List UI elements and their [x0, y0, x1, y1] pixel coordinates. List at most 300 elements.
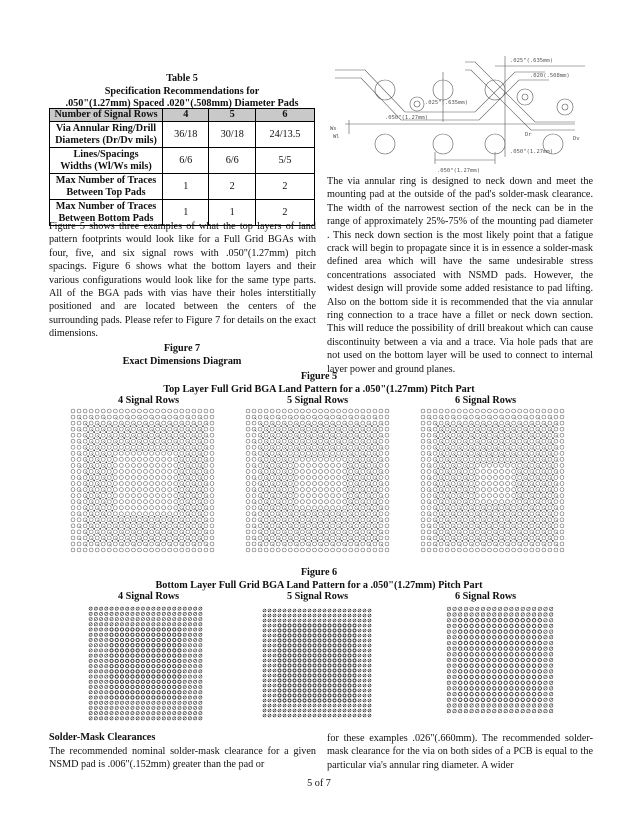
land-pad [319, 488, 323, 492]
bottom-pad [141, 691, 144, 694]
land-pad [107, 463, 111, 467]
dogbone-trace [121, 544, 124, 547]
dogbone-trace [435, 544, 438, 547]
via-dot [540, 510, 542, 512]
via-dot [274, 504, 276, 506]
bottom-pad [115, 680, 118, 683]
land-pad [518, 427, 522, 431]
bottom-pad [283, 684, 286, 687]
land-pad [439, 457, 443, 461]
dogbone-trace [103, 465, 106, 468]
land-pad [258, 524, 262, 528]
land-pad [83, 500, 87, 504]
land-pad [168, 457, 172, 461]
land-pad [95, 475, 99, 479]
figure5-caption [40, 371, 598, 396]
dogbone-trace [109, 532, 112, 535]
via-dot [347, 516, 349, 518]
land-pad [349, 469, 353, 473]
via-dot [510, 461, 512, 463]
land-pad [385, 548, 389, 552]
dogbone-trace [260, 423, 263, 426]
bottom-pad [308, 649, 311, 652]
row-label: Max Number of Traces Between Bottom Pads [50, 200, 163, 226]
dogbone-trace [369, 471, 372, 474]
land-pad [421, 506, 425, 510]
via-dot [443, 468, 445, 470]
via-dot [148, 443, 150, 445]
land-pad [168, 439, 172, 443]
bottom-pad [323, 684, 326, 687]
land-pad [131, 445, 135, 449]
via-dot [93, 437, 95, 439]
dogbone-trace [260, 459, 263, 462]
land-pad [282, 548, 286, 552]
land-pad [343, 482, 347, 486]
bottom-pad [343, 684, 346, 687]
bottom-pad [348, 644, 351, 647]
bottom-pad [157, 665, 160, 668]
land-pad [554, 415, 558, 419]
via-dot [449, 480, 451, 482]
land-pad [150, 469, 154, 473]
bottom-pad [162, 696, 165, 699]
land-pad [83, 451, 87, 455]
via-dot [202, 449, 204, 451]
via-dot [87, 425, 89, 427]
land-pad [150, 445, 154, 449]
spec-table [49, 108, 315, 226]
land-pad [361, 433, 365, 437]
bottom-pad [303, 639, 306, 642]
land-pad [451, 542, 455, 546]
land-pad [506, 488, 510, 492]
via-dot [461, 486, 463, 488]
land-pad [144, 451, 148, 455]
land-pad [162, 530, 166, 534]
bottom-pad [303, 699, 306, 702]
land-pad [361, 506, 365, 510]
bottom-pad [147, 670, 150, 673]
via-dot [552, 443, 554, 445]
via-dot [286, 431, 288, 433]
land-pad [355, 488, 359, 492]
dogbone-trace [345, 544, 348, 547]
dogbone-trace [544, 532, 547, 535]
dogbone-trace [447, 544, 450, 547]
via-dot [377, 510, 379, 512]
bottom-pad [343, 624, 346, 627]
land-pad [487, 445, 491, 449]
land-pad [319, 457, 323, 461]
via-dot [546, 486, 548, 488]
via-dot [202, 540, 204, 542]
via-dot [196, 540, 198, 542]
via-dot [546, 449, 548, 451]
land-pad [554, 451, 558, 455]
land-pad [168, 475, 172, 479]
via-dot [540, 425, 542, 427]
pad-circle [375, 134, 395, 154]
bottom-pad [152, 654, 155, 657]
land-pad [469, 524, 473, 528]
via-dot [365, 480, 367, 482]
bottom-pad [173, 644, 176, 647]
via-dot [443, 474, 445, 476]
dogbone-trace [483, 435, 486, 438]
land-pad [101, 518, 105, 522]
dogbone-trace [266, 490, 269, 493]
via-dot [498, 425, 500, 427]
land-pad [421, 482, 425, 486]
land-pad [125, 409, 129, 413]
land-pad [204, 463, 208, 467]
via-dot [190, 528, 192, 530]
dogbone-trace [459, 471, 462, 474]
land-pad [439, 469, 443, 473]
land-pad [95, 439, 99, 443]
dogbone-trace [532, 532, 535, 535]
dogbone-trace [363, 441, 366, 444]
land-pad [71, 536, 75, 540]
dogbone-trace [351, 441, 354, 444]
land-pad [506, 469, 510, 473]
land-pad [246, 500, 250, 504]
land-pad [433, 548, 437, 552]
via-dot [172, 425, 174, 427]
land-pad [204, 415, 208, 419]
via-dot [552, 455, 554, 457]
land-pad [355, 409, 359, 413]
land-pad [137, 500, 141, 504]
land-pad [475, 494, 479, 498]
via-dot [341, 510, 343, 512]
dogbone-trace [459, 496, 462, 499]
via-dot [365, 486, 367, 488]
land-pad [421, 488, 425, 492]
bottom-pad [353, 689, 356, 692]
land-pad [144, 445, 148, 449]
via-dot [268, 510, 270, 512]
land-pad [306, 409, 310, 413]
dogbone-trace [266, 453, 269, 456]
land-pad [451, 548, 455, 552]
land-pad [137, 463, 141, 467]
land-pad [487, 548, 491, 552]
land-pad [463, 409, 467, 413]
via-dot [377, 516, 379, 518]
via-dot [311, 510, 313, 512]
via-dot [347, 461, 349, 463]
via-dot [305, 510, 307, 512]
land-pad [421, 500, 425, 504]
bottom-pad [510, 619, 513, 622]
land-pad [451, 457, 455, 461]
via-dot [268, 540, 270, 542]
land-pad [343, 488, 347, 492]
bottom-pad [115, 685, 118, 688]
via-dot [202, 498, 204, 500]
via-dot [154, 425, 156, 427]
via-dot [449, 437, 451, 439]
dogbone-trace [133, 544, 136, 547]
via-dot [504, 528, 506, 530]
via-dot [461, 504, 463, 506]
via-dot [172, 437, 174, 439]
via-dot [190, 492, 192, 494]
dogbone-trace [477, 538, 480, 541]
via-dot [455, 498, 457, 500]
land-pad [204, 439, 208, 443]
bottom-pad [173, 685, 176, 688]
via-dot [516, 474, 518, 476]
via-dot [202, 474, 204, 476]
via-dot [377, 425, 379, 427]
dogbone-trace [526, 429, 529, 432]
land-pad [95, 415, 99, 419]
via-dot [262, 516, 264, 518]
land-pad [494, 524, 498, 528]
land-pad [150, 433, 154, 437]
via-dot [528, 522, 530, 524]
dogbone-trace [471, 544, 474, 547]
dogbone-trace [121, 423, 124, 426]
via-dot [359, 486, 361, 488]
via-dot [136, 425, 138, 427]
via-dot [286, 540, 288, 542]
land-pad [137, 445, 141, 449]
via-dot [534, 431, 536, 433]
land-pad [113, 500, 117, 504]
land-pad [270, 475, 274, 479]
via-dot [353, 474, 355, 476]
land-pad [554, 463, 558, 467]
land-pad [131, 469, 135, 473]
via-dot [359, 498, 361, 500]
land-pad [89, 530, 93, 534]
via-dot [93, 516, 95, 518]
dogbone-trace [556, 459, 559, 462]
dogbone-trace [266, 441, 269, 444]
dogbone-trace [441, 417, 444, 420]
via-dot [498, 443, 500, 445]
via-dot [292, 425, 294, 427]
dogbone-trace [188, 465, 191, 468]
via-dot [274, 449, 276, 451]
via-dot [93, 534, 95, 536]
land-pad [325, 409, 329, 413]
via-dot [184, 522, 186, 524]
via-dot [510, 504, 512, 506]
via-dot [292, 443, 294, 445]
land-pad [319, 439, 323, 443]
via-dot [178, 425, 180, 427]
dogbone-trace [429, 526, 432, 529]
via-dot [196, 474, 198, 476]
land-pad [500, 506, 504, 510]
land-pad [355, 536, 359, 540]
via-dot [546, 528, 548, 530]
land-pad [331, 512, 335, 516]
dogbone-trace [441, 538, 444, 541]
land-pad [361, 421, 365, 425]
via-dot [111, 437, 113, 439]
bottom-pad [487, 619, 490, 622]
via-dot [142, 425, 144, 427]
via-dot [123, 431, 125, 433]
via-dot [461, 437, 463, 439]
land-pad [306, 536, 310, 540]
dogbone-trace [339, 417, 342, 420]
via-dot [473, 455, 475, 457]
land-pad [518, 512, 522, 516]
bottom-pad [131, 638, 134, 641]
land-pad [144, 457, 148, 461]
via-dot [540, 504, 542, 506]
dogbone-trace [333, 435, 336, 438]
via-dot [492, 437, 494, 439]
land-pad [270, 512, 274, 516]
land-pad [210, 500, 214, 504]
land-pad [427, 457, 431, 461]
via-dot [443, 425, 445, 427]
dogbone-trace [327, 417, 330, 420]
dogbone-trace [170, 520, 173, 523]
dogbone-trace [158, 423, 161, 426]
via-dot [335, 455, 337, 457]
land-pad [210, 494, 214, 498]
dogbone-trace [97, 496, 100, 499]
land-pad [457, 488, 461, 492]
via-dot [196, 480, 198, 482]
dogbone-trace [514, 453, 517, 456]
via-dot [323, 522, 325, 524]
land-pad [445, 451, 449, 455]
dim-label: Wl [333, 134, 340, 140]
via-dot [377, 431, 379, 433]
land-pad [107, 409, 111, 413]
table5-caption-line: Specification Recommendations for [104, 85, 260, 97]
via-dot [93, 474, 95, 476]
land-pad [294, 409, 298, 413]
bottom-pad [510, 624, 513, 627]
land-pad [119, 439, 123, 443]
land-pad [264, 409, 268, 413]
via-dot [353, 437, 355, 439]
bottom-pad [308, 684, 311, 687]
via-dot [335, 443, 337, 445]
land-pad [107, 512, 111, 516]
land-pad [89, 482, 93, 486]
land-pad [536, 506, 540, 510]
via-dot [347, 540, 349, 542]
dim-label: Dr [525, 132, 532, 138]
via-dot [347, 486, 349, 488]
dogbone-trace [296, 532, 299, 535]
land-pad [294, 506, 298, 510]
via-dot [467, 437, 469, 439]
via-dot [262, 534, 264, 536]
via-dot [552, 504, 554, 506]
land-pad [331, 409, 335, 413]
bottom-pad [313, 674, 316, 677]
land-pad [325, 457, 329, 461]
bottom-pad [167, 638, 170, 641]
land-pad [294, 512, 298, 516]
via-dot [99, 468, 101, 470]
land-pad [246, 494, 250, 498]
dogbone-trace [176, 429, 179, 432]
fig6-label-4: 4 Signal Rows [118, 591, 180, 602]
via-dot [311, 425, 313, 427]
dogbone-trace [278, 441, 281, 444]
dogbone-trace [556, 447, 559, 450]
via-dot [455, 443, 457, 445]
land-pad [481, 500, 485, 504]
via-dot [196, 455, 198, 457]
dogbone-trace [194, 459, 197, 462]
land-pad [457, 427, 461, 431]
bottom-pad [343, 674, 346, 677]
land-pad [343, 469, 347, 473]
via-dot [286, 468, 288, 470]
land-pad [282, 409, 286, 413]
bottom-pad [459, 624, 462, 627]
dogbone-trace [254, 429, 257, 432]
via-dot [292, 534, 294, 536]
via-dot [540, 522, 542, 524]
dogbone-trace [296, 520, 299, 523]
land-pad [137, 530, 141, 534]
dogbone-trace [200, 502, 203, 505]
dogbone-trace [429, 465, 432, 468]
via-dot [154, 437, 156, 439]
bottom-pad [126, 644, 129, 647]
via-dot [486, 528, 488, 530]
land-pad [331, 451, 335, 455]
dogbone-trace [538, 514, 541, 517]
land-pad [355, 415, 359, 419]
bottom-pad [126, 649, 129, 652]
via-dot [552, 510, 554, 512]
dogbone-trace [550, 502, 553, 505]
dogbone-trace [514, 526, 517, 529]
via-dot [87, 528, 89, 530]
land-pad [282, 512, 286, 516]
via-dot [93, 431, 95, 433]
land-pad [433, 524, 437, 528]
dogbone-trace [91, 453, 94, 456]
land-pad [331, 524, 335, 528]
via-dot [455, 468, 457, 470]
land-pad [258, 548, 262, 552]
dogbone-trace [556, 520, 559, 523]
land-pad [282, 415, 286, 419]
via-dot [196, 492, 198, 494]
via-dot [498, 534, 500, 536]
land-pad [107, 488, 111, 492]
via-dot [461, 468, 463, 470]
via-dot [268, 522, 270, 524]
land-pad [512, 469, 516, 473]
via-dot [353, 486, 355, 488]
via-dot [510, 510, 512, 512]
via-dot [546, 498, 548, 500]
land-pad [421, 536, 425, 540]
dogbone-trace [538, 417, 541, 420]
via-dot [341, 522, 343, 524]
via-dot [437, 498, 439, 500]
